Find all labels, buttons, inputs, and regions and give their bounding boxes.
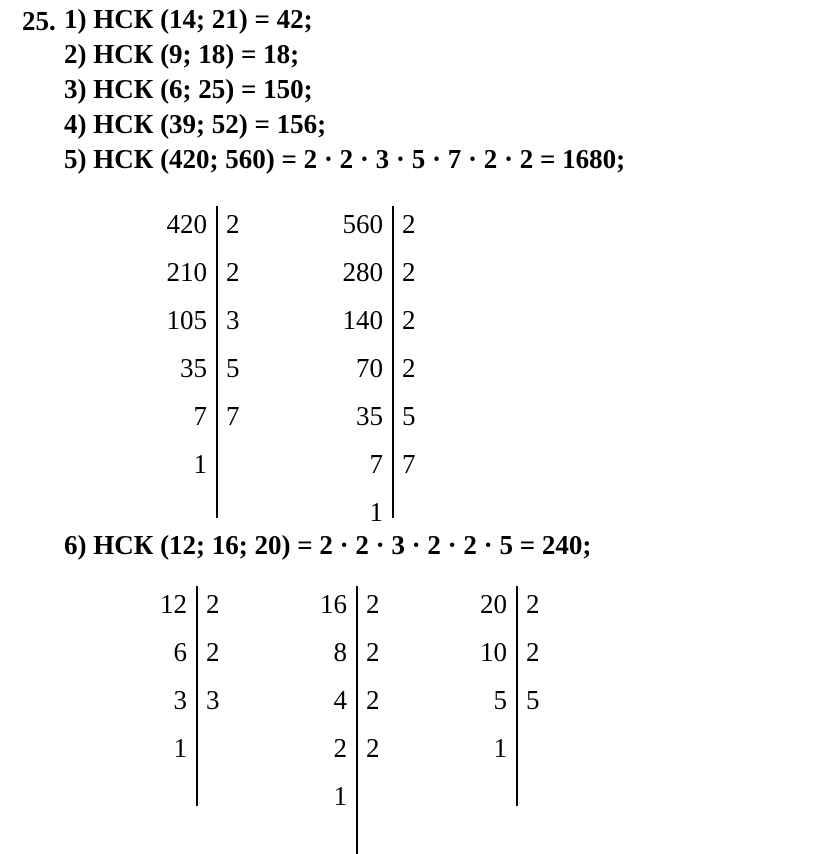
- divisor-cell: 3: [226, 305, 240, 335]
- dividend-cell: 6: [173, 637, 187, 667]
- divisor-cell: 2: [366, 589, 380, 619]
- divisor-cell: 2: [366, 637, 380, 667]
- dividend-cell: 16: [320, 589, 347, 619]
- dividend-column-12: [130, 580, 196, 820]
- dividend-cell: 7: [369, 449, 383, 479]
- table-vertical-rule: [356, 586, 358, 854]
- dividend-cell: 70: [356, 353, 383, 383]
- dividend-cell: 10: [480, 637, 507, 667]
- divisor-cell: 7: [402, 449, 416, 479]
- table-vertical-rule: [516, 586, 518, 806]
- dividend-cell: 7: [193, 401, 207, 431]
- divisor-column-560: [392, 200, 452, 536]
- dividend-cell: 20: [480, 589, 507, 619]
- dividend-cell: [130, 772, 196, 820]
- dividend-column-20: [440, 580, 516, 820]
- dividend-cell: 35: [180, 353, 207, 383]
- dividend-cell: 105: [166, 305, 207, 335]
- divisor-cell: 2: [402, 257, 416, 287]
- table-vertical-rule: [216, 206, 218, 518]
- divisor-cell: 2: [206, 637, 220, 667]
- divisor-column-16: [356, 580, 440, 820]
- factorization-group-12-16-20: [130, 580, 576, 820]
- exercise-number: 25.: [22, 6, 56, 36]
- dividend-column-420: [130, 200, 216, 536]
- dividend-cell: 5: [493, 685, 507, 715]
- dividend-cell: 560: [342, 209, 383, 239]
- divisor-cell: 2: [526, 589, 540, 619]
- divisor-cell: 2: [366, 733, 380, 763]
- dividend-cell: 1: [369, 497, 383, 527]
- solution-line-4: 4) НСК (39; 52) = 156;: [64, 109, 327, 139]
- divisor-cell: [516, 724, 576, 772]
- divisor-cell: [196, 724, 280, 772]
- factorization-group-420-560: [130, 200, 452, 536]
- factorization-table-12: [130, 580, 576, 820]
- dividend-cell: 1: [193, 449, 207, 479]
- divisor-cell: 5: [402, 401, 416, 431]
- dividend-cell: 3: [173, 685, 187, 715]
- dividend-cell: 2: [333, 733, 347, 763]
- divisor-cell: 5: [226, 353, 240, 383]
- divisor-cell: 2: [402, 305, 416, 335]
- dividend-cell: 4: [333, 685, 347, 715]
- divisor-cell: [356, 772, 440, 820]
- divisor-cell: 5: [526, 685, 540, 715]
- dividend-cell: 1: [333, 781, 347, 811]
- dividend-cell: [440, 772, 516, 820]
- solution-lines-6: [64, 528, 834, 563]
- dividend-cell: 1: [493, 733, 507, 763]
- dividend-cell: 8: [333, 637, 347, 667]
- divisor-column-420: [216, 200, 296, 536]
- solution-line-1: 1) НСК (14; 21) = 42;: [64, 4, 313, 34]
- solution-lines: [64, 2, 834, 177]
- solution-line-3: 3) НСК (6; 25) = 150;: [64, 74, 313, 104]
- divisor-cell: 2: [366, 685, 380, 715]
- divisor-cell: 3: [206, 685, 220, 715]
- dividend-cell: 280: [342, 257, 383, 287]
- dividend-column-560: [296, 200, 392, 536]
- dividend-cell: 420: [166, 209, 207, 239]
- divisor-cell: 2: [226, 209, 240, 239]
- divisor-cell: 2: [402, 209, 416, 239]
- divisor-cell: [216, 440, 296, 488]
- solution-line-6: 6) НСК (12; 16; 20) = 2 · 2 · 3 · 2 · 2 · 5 = 240;: [64, 530, 592, 560]
- divisor-cell: [196, 772, 280, 820]
- divisor-cell: 2: [206, 589, 220, 619]
- divisor-cell: 2: [526, 637, 540, 667]
- dividend-column-16: [280, 580, 356, 820]
- dividend-cell: 12: [160, 589, 187, 619]
- divisor-column-20: [516, 580, 576, 820]
- divisor-cell: 7: [226, 401, 240, 431]
- dividend-cell: 35: [356, 401, 383, 431]
- dividend-cell: 1: [173, 733, 187, 763]
- divisor-column-12: [196, 580, 280, 820]
- table-vertical-rule: [392, 206, 394, 518]
- table-vertical-rule: [196, 586, 198, 806]
- solution-line-2: 2) НСК (9; 18) = 18;: [64, 39, 300, 69]
- solution-line-5: 5) НСК (420; 560) = 2 · 2 · 3 · 5 · 7 · 2 · 2 = 1680;: [64, 144, 626, 174]
- dividend-cell: 140: [342, 305, 383, 335]
- factorization-table-420: [130, 200, 452, 536]
- dividend-cell: 210: [166, 257, 207, 287]
- divisor-cell: 2: [402, 353, 416, 383]
- divisor-cell: 2: [226, 257, 240, 287]
- divisor-cell: [516, 772, 576, 820]
